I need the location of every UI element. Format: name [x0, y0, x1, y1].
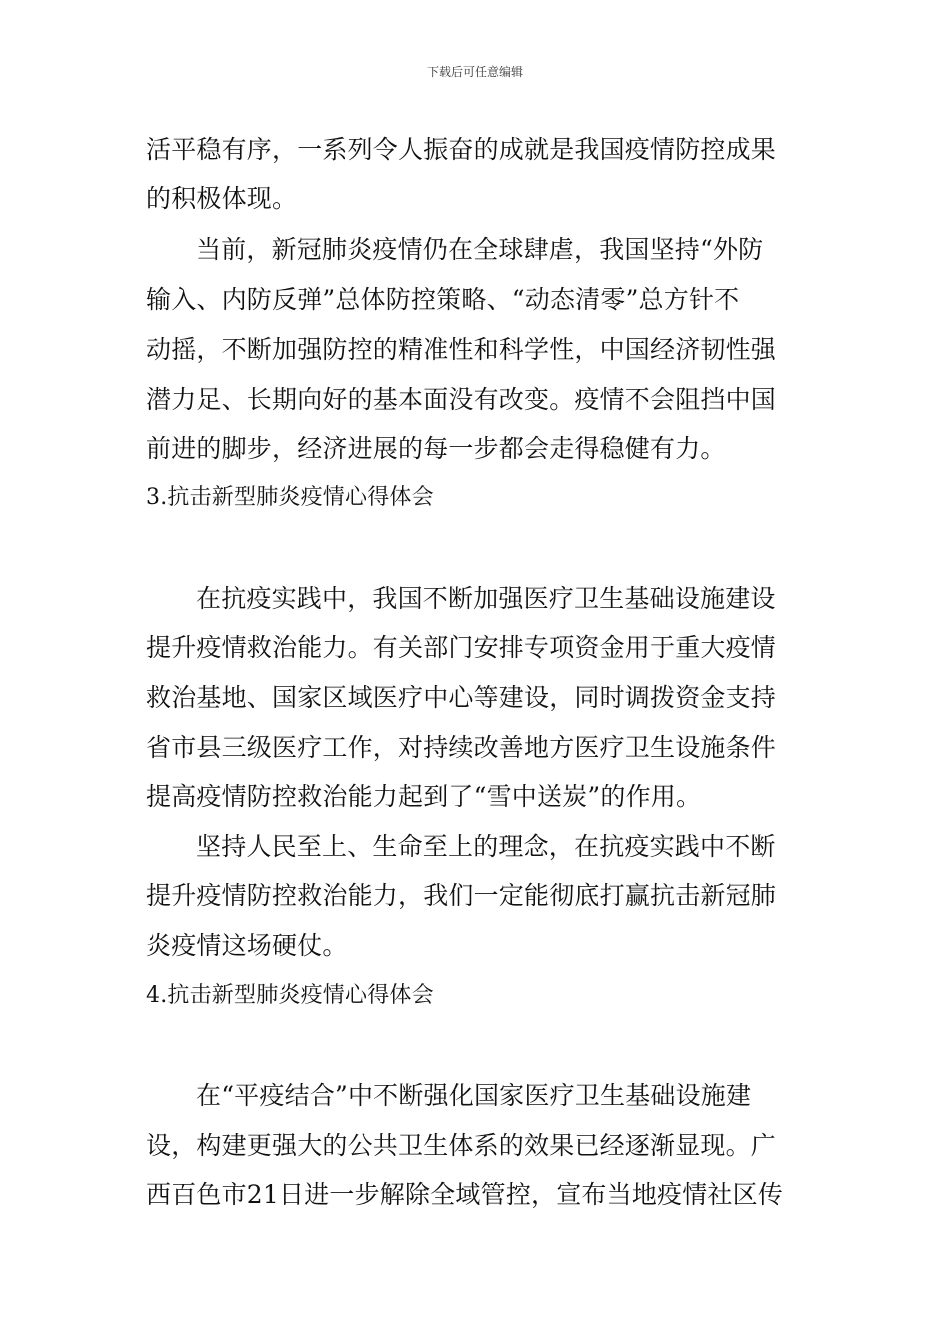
paragraph-line: 潜力足、长期向好的基本面没有改变。疫情不会阻挡中国: [146, 385, 777, 414]
paragraph-line: 动摇，不断加强防控的精准性和科学性，中国经济韧性强: [146, 335, 777, 364]
paragraph-line: 的积极体现。: [146, 184, 298, 213]
paragraph-line: 炎疫情这场硬仗。: [146, 931, 348, 960]
paragraph-line: 在“平疫结合”中不断强化国家医疗卫生基础设施建: [196, 1081, 752, 1110]
paragraph-line: 提升疫情防控救治能力，我们一定能彻底打赢抗击新冠肺: [146, 881, 777, 910]
paragraph-line: 救治基地、国家区域医疗中心等建设，同时调拨资金支持: [146, 683, 777, 712]
paragraph-line: 输入、内防反弹”总体防控策略、“动态清零”总方针不: [146, 285, 740, 314]
paragraph-line: 省市县三级医疗工作，对持续改善地方医疗卫生设施条件: [146, 733, 777, 762]
paragraph-line: 当前，新冠肺炎疫情仍在全球肆虐，我国坚持“外防: [196, 235, 764, 264]
paragraph-line: 提升疫情救治能力。有关部门安排专项资金用于重大疫情: [146, 633, 777, 662]
paragraph-line: 坚持人民至上、生命至上的理念，在抗疫实践中不断: [196, 832, 776, 861]
section-heading: 3.抗击新型肺炎疫情心得体会: [146, 485, 434, 510]
paragraph-line: 设，构建更强大的公共卫生体系的效果已经逐渐显现。广: [146, 1131, 777, 1160]
paragraph-line: 提高疫情防控救治能力起到了“雪中送炭”的作用。: [146, 782, 702, 811]
paragraph-line: 前进的脚步，经济进展的每一步都会走得稳健有力。: [146, 434, 726, 463]
page-header-note: 下载后可任意编辑: [426, 65, 523, 79]
paragraph-line: 在抗疫实践中，我国不断加强医疗卫生基础设施建设: [196, 584, 776, 613]
section-heading: 4.抗击新型肺炎疫情心得体会: [146, 983, 434, 1008]
paragraph-line: 活平稳有序，一系列令人振奋的成就是我国疫情防控成果: [146, 135, 777, 164]
paragraph-line: 西百色市21日进一步解除全域管控，宣布当地疫情社区传: [146, 1180, 784, 1209]
